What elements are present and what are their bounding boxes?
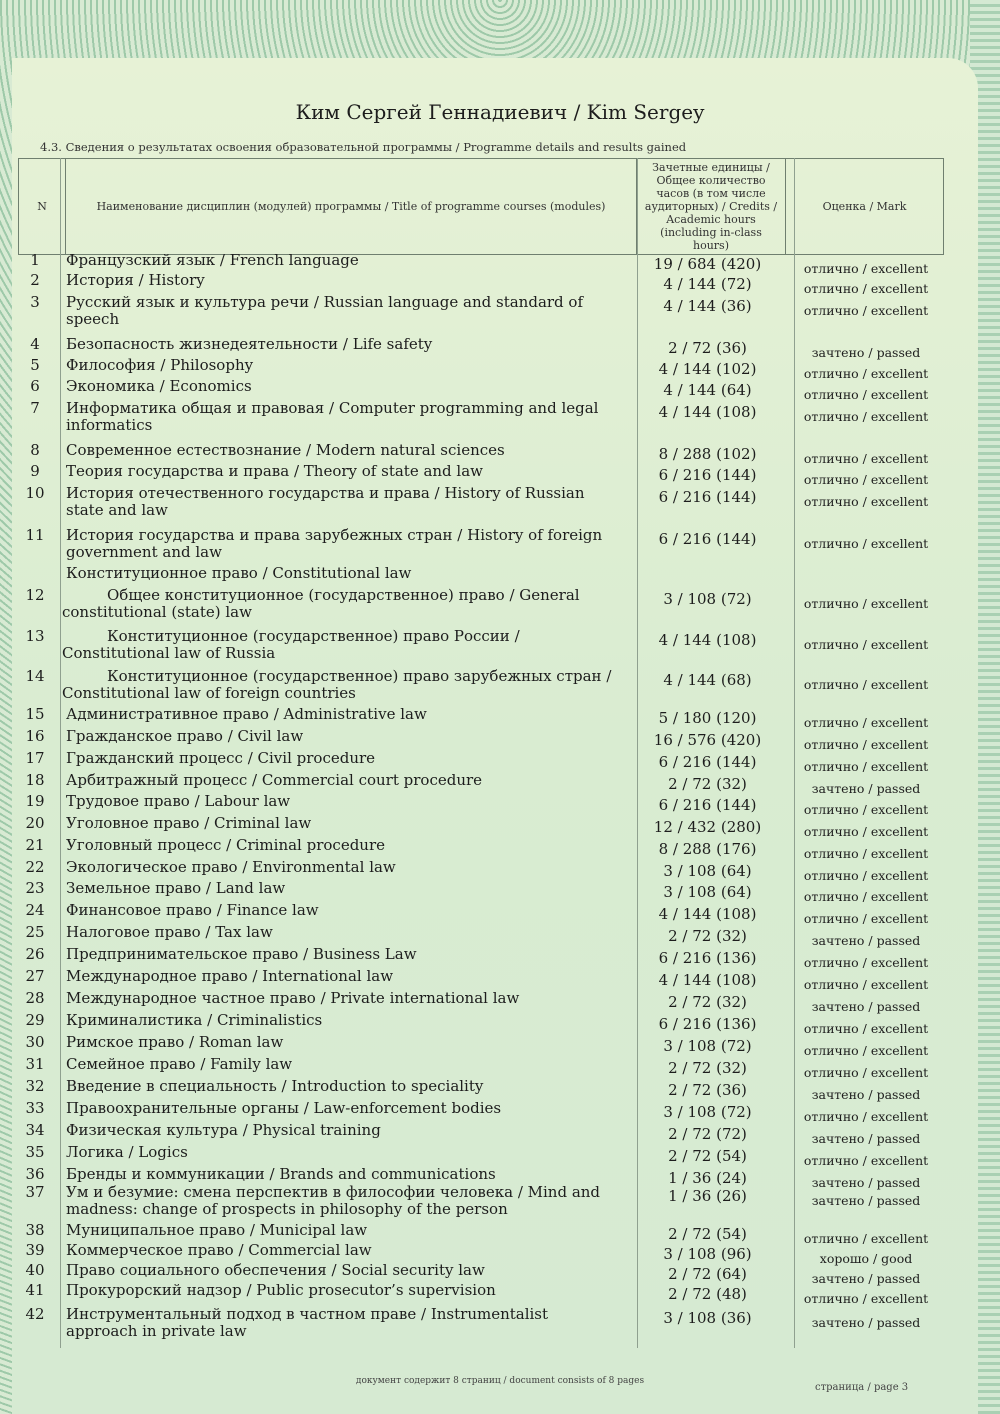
course-title: Информатика общая и правовая / Computer programming and legal informatics (66, 399, 599, 434)
course-mark: отлично / excellent (803, 677, 929, 692)
course-title: Прокурорский надзор / Public prosecutor’s supervision (66, 1281, 496, 1299)
course-title: Физическая культура / Physical training (66, 1121, 381, 1139)
course-mark: отлично / excellent (803, 1109, 929, 1124)
course-title: Криминалистика / Criminalistics (66, 1011, 323, 1029)
course-mark: отлично / excellent (803, 1021, 929, 1036)
course-title: Введение в специальность / Introduction to speciality (66, 1077, 484, 1095)
row-number: 18 (25, 771, 45, 789)
course-mark: отлично / excellent (803, 1043, 929, 1058)
header-n: N (19, 159, 66, 255)
row-number: 17 (25, 749, 45, 767)
course-mark: отлично / excellent (803, 472, 929, 487)
course-credits: 12 / 432 (280) (653, 818, 762, 836)
course-mark: зачтено / passed (811, 1175, 921, 1190)
page-number: страница / page 3 (815, 1382, 909, 1393)
course-mark: отлично / excellent (803, 409, 929, 424)
row-number: 39 (25, 1241, 45, 1259)
course-mark: отлично / excellent (803, 281, 929, 296)
row-number: 26 (25, 945, 45, 963)
course-mark: зачтено / passed (811, 1193, 921, 1208)
course-credits: 8 / 288 (176) (658, 840, 757, 858)
course-credits: 3 / 108 (72) (663, 590, 752, 608)
course-title: Современное естествознание / Modern natural sciences (66, 441, 505, 459)
row-number: 3 (30, 293, 40, 311)
course-credits: 6 / 216 (144) (658, 753, 757, 771)
row-number: 31 (25, 1055, 45, 1073)
course-mark: отлично / excellent (803, 955, 929, 970)
row-number: 10 (25, 484, 45, 502)
course-credits: 3 / 108 (36) (663, 1309, 752, 1327)
course-title: Коммерческое право / Commercial law (66, 1241, 372, 1259)
course-credits: 2 / 72 (54) (668, 1147, 747, 1165)
course-credits: 8 / 288 (102) (658, 445, 757, 463)
header-credits: Зачетные единицы / Общее количество часов (в том числе аудиторных) / Credits / Academic hours (including in-class hours) (637, 159, 786, 255)
course-title: Земельное право / Land law (66, 879, 286, 897)
course-title: Право социального обеспечения / Social security law (66, 1261, 485, 1279)
row-number: 41 (25, 1281, 45, 1299)
course-mark: отлично / excellent (803, 387, 929, 402)
course-title: Налоговое право / Tax law (66, 923, 273, 941)
course-credits: 4 / 144 (36) (663, 297, 752, 315)
course-credits: 2 / 72 (36) (668, 339, 747, 357)
course-credits: 3 / 108 (72) (663, 1103, 752, 1121)
row-number: 35 (25, 1143, 45, 1161)
row-number: 15 (25, 705, 45, 723)
course-credits: 16 / 576 (420) (653, 731, 762, 749)
course-mark: отлично / excellent (803, 977, 929, 992)
course-title: Общее конституционное (государственное) право / General constitutional (state) law (62, 586, 580, 621)
course-title: Экологическое право / Environmental law (66, 858, 396, 876)
course-credits: 3 / 108 (64) (663, 883, 752, 901)
course-title: Теория государства и права / Theory of state and law (66, 462, 484, 480)
row-number: 32 (25, 1077, 45, 1095)
row-number: 2 (30, 271, 40, 289)
course-title: История государства и права зарубежных стран / History of foreign government and law (66, 526, 603, 561)
course-title: Гражданское право / Civil law (66, 727, 304, 745)
row-number: 33 (25, 1099, 45, 1117)
course-title: Гражданский процесс / Civil procedure (66, 749, 376, 767)
course-title: Правоохранительные органы / Law-enforcement bodies (66, 1099, 502, 1117)
course-mark: хорошо / good (819, 1251, 913, 1266)
course-mark: зачтено / passed (811, 1131, 921, 1146)
row-number: 28 (25, 989, 45, 1007)
course-title: История / History (66, 271, 205, 289)
course-credits: 1 / 36 (26) (668, 1187, 747, 1205)
course-credits: 4 / 144 (64) (663, 381, 752, 399)
course-title: Финансовое право / Finance law (66, 901, 319, 919)
course-title: Муниципальное право / Municipal law (66, 1221, 368, 1239)
course-title: Безопасность жизнедеятельности / Life safety (66, 335, 433, 353)
course-mark: отлично / excellent (803, 737, 929, 752)
header-mark: Оценка / Mark (786, 159, 944, 255)
course-credits: 3 / 108 (72) (663, 1037, 752, 1055)
course-mark: зачтено / passed (811, 781, 921, 796)
course-title: Русский язык и культура речи / Russian language and standard of speech (66, 293, 584, 328)
row-number: 1 (30, 251, 40, 269)
course-mark: зачтено / passed (811, 1087, 921, 1102)
course-title: Конституционное право / Constitutional law (66, 564, 412, 582)
course-title: Международное частное право / Private international law (66, 989, 520, 1007)
row-number: 5 (30, 356, 40, 374)
course-mark: отлично / excellent (803, 596, 929, 611)
course-mark: зачтено / passed (811, 999, 921, 1014)
row-number: 4 (30, 335, 40, 353)
row-number: 29 (25, 1011, 45, 1029)
course-title: Ум и безумие: смена перспектив в философии человека / Mind and madness: change of prospects in philosophy of the person (66, 1183, 601, 1218)
row-number: 21 (25, 836, 45, 854)
course-title: Трудовое право / Labour law (66, 792, 291, 810)
row-number: 34 (25, 1121, 45, 1139)
row-number: 22 (25, 858, 45, 876)
section-title: 4.3. Сведения о результатах освоения образовательной программы / Programme details and results gained (40, 140, 687, 154)
course-credits: 4 / 144 (102) (658, 360, 757, 378)
course-credits: 4 / 144 (68) (663, 671, 752, 689)
row-number: 12 (25, 586, 45, 604)
course-credits: 4 / 144 (108) (658, 905, 757, 923)
row-number: 7 (30, 399, 40, 417)
course-mark: отлично / excellent (803, 261, 929, 276)
row-number: 16 (25, 727, 45, 745)
course-mark: отлично / excellent (803, 1291, 929, 1306)
course-mark: отлично / excellent (803, 911, 929, 926)
course-credits: 2 / 72 (72) (668, 1125, 747, 1143)
row-number: 40 (25, 1261, 45, 1279)
course-credits: 2 / 72 (64) (668, 1265, 747, 1283)
course-credits: 2 / 72 (32) (668, 1059, 747, 1077)
course-mark: отлично / excellent (803, 303, 929, 318)
course-credits: 4 / 144 (108) (658, 631, 757, 649)
row-number: 27 (25, 967, 45, 985)
row-number: 25 (25, 923, 45, 941)
row-number: 19 (25, 792, 45, 810)
course-credits: 2 / 72 (32) (668, 927, 747, 945)
course-credits: 4 / 144 (108) (658, 971, 757, 989)
course-mark: зачтено / passed (811, 1315, 921, 1330)
course-credits: 2 / 72 (48) (668, 1285, 747, 1303)
row-number: 8 (30, 441, 40, 459)
row-number: 9 (30, 462, 40, 480)
row-number: 36 (25, 1165, 45, 1183)
row-number: 42 (25, 1305, 45, 1323)
course-credits: 1 / 36 (24) (668, 1169, 747, 1187)
course-credits: 5 / 180 (120) (658, 709, 757, 727)
course-title: Конституционное (государственное) право России / Constitutional law of Russia (62, 627, 520, 662)
course-title: Логика / Logics (66, 1143, 188, 1161)
course-title: Бренды и коммуникации / Brands and communications (66, 1165, 496, 1183)
course-title: Философия / Philosophy (66, 356, 254, 374)
course-mark: отлично / excellent (803, 759, 929, 774)
course-credits: 6 / 216 (136) (658, 949, 757, 967)
row-number: 24 (25, 901, 45, 919)
course-credits: 2 / 72 (54) (668, 1225, 747, 1243)
course-mark: отлично / excellent (803, 366, 929, 381)
course-title: Уголовное право / Criminal law (66, 814, 312, 832)
course-title: История отечественного государства и права / History of Russian state and law (66, 484, 585, 519)
course-title: Римское право / Roman law (66, 1033, 284, 1051)
course-credits: 4 / 144 (72) (663, 275, 752, 293)
course-mark: отлично / excellent (803, 451, 929, 466)
course-credits: 3 / 108 (96) (663, 1245, 752, 1263)
course-title: Конституционное (государственное) право зарубежных стран / Constitutional law of foreign countries (62, 667, 612, 702)
course-title: Инструментальный подход в частном праве / Instrumentalist approach in private law (66, 1305, 549, 1340)
course-mark: отлично / excellent (803, 536, 929, 551)
course-title: Международное право / International law (66, 967, 394, 985)
course-credits: 2 / 72 (32) (668, 775, 747, 793)
row-number: 37 (25, 1183, 45, 1201)
row-number: 23 (25, 879, 45, 897)
course-mark: отлично / excellent (803, 824, 929, 839)
course-mark: отлично / excellent (803, 494, 929, 509)
course-mark: зачтено / passed (811, 345, 921, 360)
course-credits: 2 / 72 (36) (668, 1081, 747, 1099)
course-title: Предпринимательское право / Business Law (66, 945, 417, 963)
course-title: Французский язык / French language (66, 251, 359, 269)
course-mark: зачтено / passed (811, 933, 921, 948)
course-credits: 2 / 72 (32) (668, 993, 747, 1011)
course-credits: 6 / 216 (136) (658, 1015, 757, 1033)
owner-name: Ким Сергей Геннадиевич / Kim Sergey (295, 100, 705, 124)
course-credits: 6 / 216 (144) (658, 488, 757, 506)
row-number: 6 (30, 377, 40, 395)
course-mark: зачтено / passed (811, 1271, 921, 1286)
course-credits: 4 / 144 (108) (658, 403, 757, 421)
course-credits: 6 / 216 (144) (658, 466, 757, 484)
course-mark: отлично / excellent (803, 846, 929, 861)
course-mark: отлично / excellent (803, 1153, 929, 1168)
row-number: 38 (25, 1221, 45, 1239)
row-number: 30 (25, 1033, 45, 1051)
course-mark: отлично / excellent (803, 637, 929, 652)
course-mark: отлично / excellent (803, 802, 929, 817)
document-footer: документ содержит 8 страниц / document consists of 8 pages (355, 1376, 645, 1386)
course-title: Уголовный процесс / Criminal procedure (66, 836, 386, 854)
course-mark: отлично / excellent (803, 1231, 929, 1246)
course-credits: 6 / 216 (144) (658, 796, 757, 814)
course-mark: отлично / excellent (803, 868, 929, 883)
course-title: Экономика / Economics (66, 377, 252, 395)
row-number: 14 (25, 667, 45, 685)
course-mark: отлично / excellent (803, 889, 929, 904)
row-number: 20 (25, 814, 45, 832)
course-credits: 6 / 216 (144) (658, 530, 757, 548)
course-title: Арбитражный процесс / Commercial court procedure (66, 771, 483, 789)
course-mark: отлично / excellent (803, 715, 929, 730)
course-mark: отлично / excellent (803, 1065, 929, 1080)
header-title: Наименование дисциплин (модулей) программы / Title of programme courses (modules) (66, 159, 637, 255)
row-number: 11 (25, 526, 45, 544)
row-number: 13 (25, 627, 45, 645)
course-credits: 3 / 108 (64) (663, 862, 752, 880)
course-credits: 19 / 684 (420) (653, 255, 762, 273)
course-title: Семейное право / Family law (66, 1055, 293, 1073)
course-title: Административное право / Administrative law (66, 705, 427, 723)
